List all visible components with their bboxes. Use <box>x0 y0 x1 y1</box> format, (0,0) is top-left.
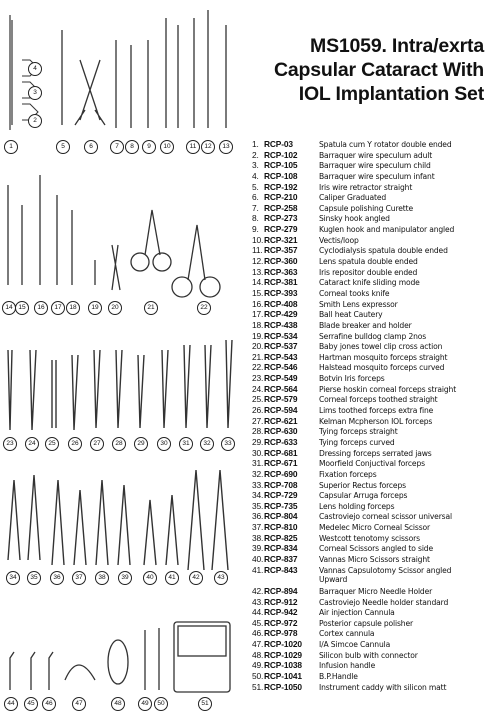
item-code: RCP-1041 <box>264 671 302 682</box>
item-description: Superior Rectus forceps <box>319 480 406 490</box>
list-item <box>252 245 488 256</box>
list-item <box>252 575 488 586</box>
row2-instruments <box>8 175 220 297</box>
figure-label-12: 12 <box>201 140 215 154</box>
item-description: Sinsky hook angled <box>319 214 390 224</box>
figure-label-1: 1 <box>4 140 18 154</box>
figure-label-28: 28 <box>112 437 126 451</box>
list-item <box>252 150 488 161</box>
list-item <box>252 405 488 416</box>
item-code: RCP-810 <box>264 522 298 533</box>
item-description: Fixation forceps <box>319 469 377 479</box>
list-item <box>252 203 488 214</box>
item-number: 6. <box>252 192 259 203</box>
item-description: Ball heat Cautery <box>319 310 383 320</box>
item-description: Tying forceps straight <box>319 427 398 437</box>
list-item <box>252 543 488 554</box>
item-number: 43. <box>252 596 264 607</box>
list-item <box>252 394 488 405</box>
item-code: RCP-621 <box>264 415 298 426</box>
item-number: 34. <box>252 490 264 501</box>
list-item <box>252 235 488 246</box>
list-item <box>252 522 488 533</box>
item-description: Barraquer wire speculum child <box>319 161 431 171</box>
item-code: RCP-393 <box>264 287 298 298</box>
item-code: RCP-105 <box>264 160 298 171</box>
figure-label-32: 32 <box>200 437 214 451</box>
item-number: 31. <box>252 458 264 469</box>
list-item <box>252 639 488 650</box>
list-item <box>252 426 488 437</box>
figure-label-49: 49 <box>138 697 152 711</box>
figure-label-37: 37 <box>72 571 86 585</box>
item-number: 25. <box>252 394 264 405</box>
item-number: 20. <box>252 341 264 352</box>
item-description: Blade breaker and holder <box>319 320 412 330</box>
list-item <box>252 416 488 427</box>
list-item <box>252 341 488 352</box>
item-number: 3. <box>252 160 259 171</box>
item-code: RCP-537 <box>264 341 298 352</box>
figure-label-45: 45 <box>24 697 38 711</box>
item-description: Dressing forceps serrated jaws <box>319 448 432 458</box>
list-item <box>252 288 488 299</box>
list-item <box>252 299 488 310</box>
item-code: RCP-543 <box>264 351 298 362</box>
list-item <box>252 671 488 682</box>
figure-label-4: 4 <box>28 62 42 76</box>
item-code: RCP-837 <box>264 553 298 564</box>
list-item <box>252 650 488 661</box>
item-number: 13. <box>252 266 264 277</box>
item-description: Barraquer wire speculum infant <box>319 171 435 181</box>
item-code: RCP-708 <box>264 479 298 490</box>
item-code: RCP-258 <box>264 202 298 213</box>
item-number: 1. <box>252 139 259 149</box>
item-description: Cortex cannula <box>319 629 375 639</box>
figure-label-34: 34 <box>6 571 20 585</box>
figure-label-36: 36 <box>50 571 64 585</box>
item-code: RCP-681 <box>264 447 298 458</box>
item-code: RCP-357 <box>264 245 298 256</box>
item-number: 41. <box>252 564 264 575</box>
item-code: RCP-825 <box>264 532 298 543</box>
list-item <box>252 597 488 608</box>
list-item <box>252 628 488 639</box>
row1-instruments <box>62 10 226 128</box>
figure-label-30: 30 <box>157 437 171 451</box>
item-description: Caliper Graduated <box>319 193 387 203</box>
list-item <box>252 469 488 480</box>
list-item <box>252 565 488 576</box>
item-code: RCP-942 <box>264 607 298 618</box>
list-item <box>252 224 488 235</box>
item-description: Vannas Capsulotomy Scissor angled <box>319 565 452 575</box>
item-description: Pierse hoskin corneal forceps straight <box>319 384 457 394</box>
item-description: Hartman mosquito forceps straight <box>319 352 448 362</box>
item-code: RCP-843 <box>264 564 298 575</box>
item-number: 35. <box>252 500 264 511</box>
title-line-1: MS1059. Intra/exrta <box>310 35 484 57</box>
figure-label-10: 10 <box>160 140 174 154</box>
item-code: RCP-192 <box>264 181 298 192</box>
item-number: 47. <box>252 639 264 650</box>
item-description: Capsule polishing Curette <box>319 203 413 213</box>
item-code: RCP-972 <box>264 617 298 628</box>
figure-label-18: 18 <box>66 301 80 315</box>
item-description: Botvin Iris forceps <box>319 374 385 384</box>
figure-label-3: 3 <box>28 86 42 100</box>
item-code: RCP-579 <box>264 394 298 405</box>
figure-label-8: 8 <box>125 140 139 154</box>
item-number: 2. <box>252 149 259 160</box>
list-item <box>252 384 488 395</box>
item-description: Instrument caddy with silicon matt <box>319 682 447 692</box>
item-code: RCP-534 <box>264 330 298 341</box>
list-item <box>252 362 488 373</box>
item-code: RCP-360 <box>264 256 298 267</box>
figure-label-31: 31 <box>179 437 193 451</box>
item-number: 51. <box>252 681 264 692</box>
item-description: Kelman Mcpherson IOL forceps <box>319 416 433 426</box>
list-item <box>252 182 488 193</box>
figure-label-23: 23 <box>3 437 17 451</box>
row4-scissors <box>8 470 228 570</box>
list-item <box>252 501 488 512</box>
figure-label-19: 19 <box>88 301 102 315</box>
figure-label-7: 7 <box>110 140 124 154</box>
list-item <box>252 533 488 544</box>
item-number: 22. <box>252 362 264 373</box>
item-description: Infusion handle <box>319 661 376 671</box>
item-number: 42. <box>252 585 264 596</box>
item-number: 18. <box>252 319 264 330</box>
item-code: RCP-279 <box>264 224 298 235</box>
item-description: Halstead mosquito forceps curved <box>319 363 445 373</box>
figure-label-13: 13 <box>219 140 233 154</box>
item-code: RCP-804 <box>264 511 298 522</box>
item-code: RCP-321 <box>264 234 298 245</box>
list-item <box>252 192 488 203</box>
item-description: Moorfield Conjuctival forceps <box>319 459 425 469</box>
item-code: RCP-102 <box>264 149 298 160</box>
item-description: Cyclodialysis spatula double ended <box>319 246 448 256</box>
figure-label-17: 17 <box>51 301 65 315</box>
item-description: Kuglen hook and manipulator angled <box>319 225 455 235</box>
figure-label-14: 14 <box>2 301 16 315</box>
instrument-list <box>252 139 488 692</box>
list-item <box>252 618 488 629</box>
item-code: RCP-549 <box>264 373 298 384</box>
item-number: 37. <box>252 522 264 533</box>
list-item <box>252 448 488 459</box>
title-line-3: IOL Implantation Set <box>298 83 484 105</box>
figure-label-43: 43 <box>214 571 228 585</box>
list-item <box>252 480 488 491</box>
list-item <box>252 682 488 693</box>
item-code: RCP-978 <box>264 628 298 639</box>
item-code: RCP-408 <box>264 298 298 309</box>
item-code: RCP-630 <box>264 426 298 437</box>
item-number: 46. <box>252 628 264 639</box>
item-description: Tying forceps curved <box>319 437 395 447</box>
item-description: Corneal forceps toothed straight <box>319 395 438 405</box>
item-description: Castroviejo Needle holder standard <box>319 597 449 607</box>
figure-label-42: 42 <box>189 571 203 585</box>
item-code: RCP-1050 <box>264 681 302 692</box>
item-code: RCP-894 <box>264 585 298 596</box>
item-code: RCP-594 <box>264 405 298 416</box>
item-code: RCP-834 <box>264 543 298 554</box>
list-item <box>252 277 488 288</box>
item-number: 26. <box>252 405 264 416</box>
list-item <box>252 437 488 448</box>
item-number: 12. <box>252 256 264 267</box>
item-number: 17. <box>252 309 264 320</box>
figure-label-27: 27 <box>90 437 104 451</box>
figure-label-44: 44 <box>4 697 18 711</box>
item-description: Lims toothed forceps extra fine <box>319 406 434 416</box>
item-description: Vectis/loop <box>319 235 359 245</box>
item-code: RCP-108 <box>264 170 298 181</box>
figure-label-29: 29 <box>134 437 148 451</box>
figure-label-2: 2 <box>28 114 42 128</box>
figure-label-20: 20 <box>108 301 122 315</box>
item-description: Serrafine bulldog clamp 2nos <box>319 331 427 341</box>
list-item <box>252 256 488 267</box>
item-description: Iris wire retractor straight <box>319 182 413 192</box>
item-number: 29. <box>252 436 264 447</box>
list-item <box>252 490 488 501</box>
figure-label-25: 25 <box>45 437 59 451</box>
item-number: 7. <box>252 202 259 213</box>
item-code: RCP-1020 <box>264 639 302 650</box>
item-number: 16. <box>252 298 264 309</box>
list-item <box>252 139 488 150</box>
figure-label-46: 46 <box>42 697 56 711</box>
figure-label-40: 40 <box>143 571 157 585</box>
item-number: 23. <box>252 373 264 384</box>
list-item <box>252 160 488 171</box>
item-number: 36. <box>252 511 264 522</box>
item-code: RCP-03 <box>264 139 293 149</box>
item-description: I/A Simcoe Cannula <box>319 640 391 650</box>
list-item <box>252 458 488 469</box>
figure-label-33: 33 <box>221 437 235 451</box>
figure-label-26: 26 <box>68 437 82 451</box>
figure-label-48: 48 <box>111 697 125 711</box>
item-number: 45. <box>252 617 264 628</box>
figure-label-15: 15 <box>15 301 29 315</box>
item-code: RCP-912 <box>264 596 298 607</box>
item-code: RCP-429 <box>264 309 298 320</box>
item-code: RCP-735 <box>264 500 298 511</box>
item-number: 4. <box>252 170 259 181</box>
spatula-illustration <box>10 15 12 130</box>
item-description: Medelec Micro Corneal Scissor <box>319 523 430 533</box>
list-item <box>252 331 488 342</box>
list-item <box>252 607 488 618</box>
list-item <box>252 373 488 384</box>
item-description: Corneal Scissors angled to side <box>319 544 434 554</box>
figure-label-41: 41 <box>165 571 179 585</box>
list-item <box>252 352 488 363</box>
item-description: Barraquer wire speculum adult <box>319 150 433 160</box>
item-number: 9. <box>252 224 259 235</box>
item-number: 8. <box>252 213 259 224</box>
figure-label-38: 38 <box>95 571 109 585</box>
item-code: RCP-690 <box>264 468 298 479</box>
item-number: 48. <box>252 649 264 660</box>
item-description: Cataract knife sliding mode <box>319 278 420 288</box>
item-code: RCP-671 <box>264 458 298 469</box>
figure-label-21: 21 <box>144 301 158 315</box>
item-code: RCP-210 <box>264 192 298 203</box>
title-line-2: Capsular Cataract With <box>274 59 484 81</box>
item-number: 19. <box>252 330 264 341</box>
list-item <box>252 320 488 331</box>
item-number: 39. <box>252 543 264 554</box>
item-number: 50. <box>252 671 264 682</box>
list-item <box>252 660 488 671</box>
item-description: Westcott tenotomy scissors <box>319 533 420 543</box>
item-number: 11. <box>252 245 263 256</box>
figure-label-9: 9 <box>142 140 156 154</box>
item-code: RCP-381 <box>264 277 298 288</box>
list-item <box>252 511 488 522</box>
item-number: 5. <box>252 181 259 192</box>
item-number: 33. <box>252 479 264 490</box>
figure-label-16: 16 <box>34 301 48 315</box>
figure-label-6: 6 <box>84 140 98 154</box>
item-number: 27. <box>252 415 264 426</box>
item-code: RCP-1029 <box>264 649 302 660</box>
item-description: Castroviejo corneal scissor universal <box>319 512 452 522</box>
row5-instruments <box>10 622 230 692</box>
item-description: Barraquer Micro Needle Holder <box>319 586 433 596</box>
item-number: 30. <box>252 447 264 458</box>
item-number: 38. <box>252 532 264 543</box>
item-code: RCP-438 <box>264 319 298 330</box>
figure-label-39: 39 <box>118 571 132 585</box>
item-description: Corneal tooks knife <box>319 288 390 298</box>
item-number: 40. <box>252 553 264 564</box>
list-item <box>252 554 488 565</box>
item-description: Iris repositor double ended <box>319 267 418 277</box>
item-number: 21. <box>252 351 264 362</box>
list-item <box>252 267 488 278</box>
item-description: Upward <box>319 575 348 585</box>
item-code: RCP-564 <box>264 383 298 394</box>
figure-label-24: 24 <box>25 437 39 451</box>
item-description: Lens spatula double ended <box>319 257 418 267</box>
list-item <box>252 586 488 597</box>
item-code: RCP-273 <box>264 213 298 224</box>
item-description: Lens holding forceps <box>319 501 395 511</box>
figure-label-5: 5 <box>56 140 70 154</box>
figure-label-22: 22 <box>197 301 211 315</box>
list-item <box>252 171 488 182</box>
item-code: RCP-363 <box>264 266 298 277</box>
item-description: B.P.Handle <box>319 672 358 682</box>
item-description: Baby jones towel clip cross action <box>319 342 443 352</box>
item-description: Capsular Arruga forceps <box>319 491 408 501</box>
item-description: Vannas Micro Scissors straight <box>319 554 430 564</box>
item-description: Silicon bulb with connector <box>319 650 418 660</box>
item-code: RCP-546 <box>264 362 298 373</box>
item-number: 44. <box>252 607 264 618</box>
figure-label-50: 50 <box>154 697 168 711</box>
figure-label-11: 11 <box>186 140 200 154</box>
item-code: RCP-1038 <box>264 660 302 671</box>
row3-forceps <box>8 340 232 430</box>
list-item <box>252 309 488 320</box>
item-number: 14. <box>252 277 264 288</box>
item-number: 24. <box>252 383 264 394</box>
list-item <box>252 213 488 224</box>
figure-label-51: 51 <box>198 697 212 711</box>
item-description: Smith Lens expressor <box>319 299 398 309</box>
item-description: Spatula cum Y rotator double ended <box>319 140 452 149</box>
item-description: Air injection Cannula <box>319 608 395 618</box>
item-number: 15. <box>252 287 264 298</box>
item-description: Posterior capsule polisher <box>319 618 413 628</box>
item-number: 10. <box>252 234 264 245</box>
figure-label-35: 35 <box>27 571 41 585</box>
item-number: 49. <box>252 660 264 671</box>
item-number: 32. <box>252 468 264 479</box>
item-code: RCP-633 <box>264 436 298 447</box>
item-code: RCP-729 <box>264 490 298 501</box>
figure-label-47: 47 <box>72 697 86 711</box>
item-number: 28. <box>252 426 264 437</box>
